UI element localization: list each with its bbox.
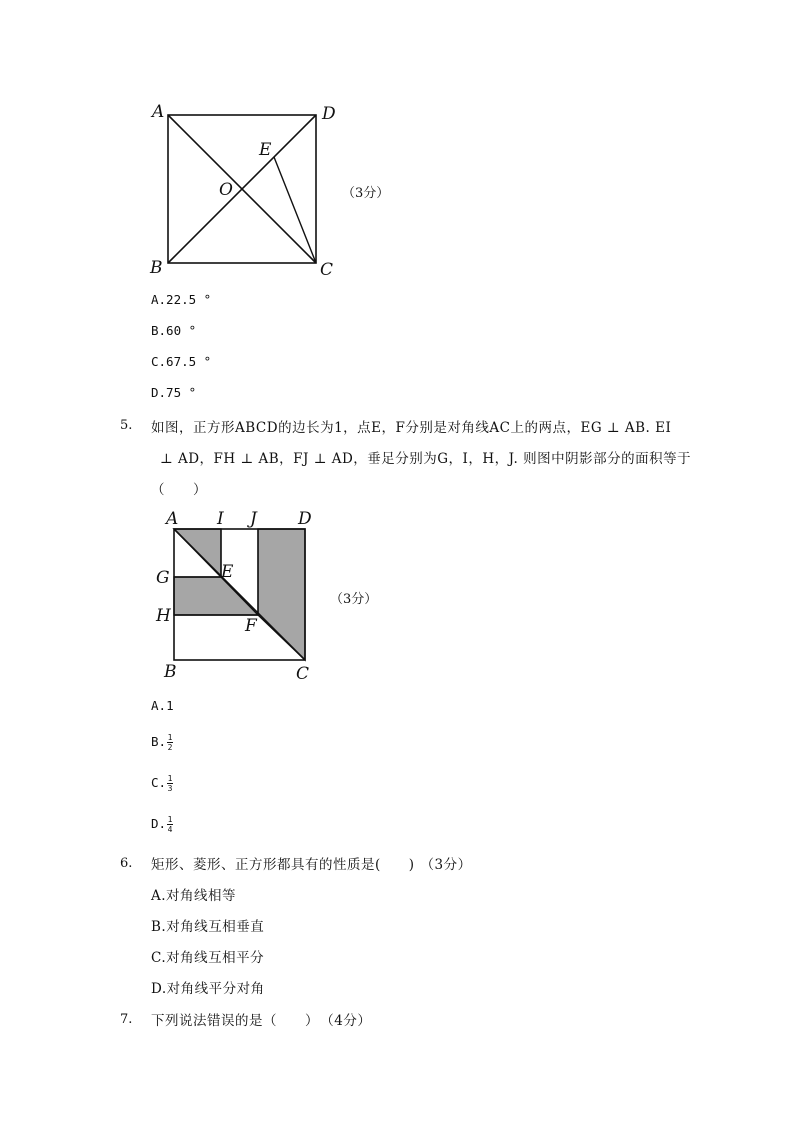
q7-text <box>151 1009 371 1029</box>
q5-option-d-denominator: 4 <box>167 825 173 834</box>
q4-option-d[interactable]: D.75 ° <box>151 385 197 400</box>
q6-number: 6. <box>120 856 133 871</box>
label-f: F <box>245 616 257 636</box>
label-e: E <box>259 140 272 160</box>
q5-option-a-value: 1 <box>166 698 174 713</box>
label-j: J <box>250 509 257 529</box>
label-d: D <box>298 509 312 529</box>
q5-option-b-fraction <box>167 733 173 752</box>
label-o: O <box>219 180 233 200</box>
label-c: C <box>296 664 310 684</box>
q5-option-b-prefix: B. <box>151 734 167 749</box>
label-i: I <box>217 509 224 529</box>
q5-option-d-prefix: D. <box>151 816 167 831</box>
label-e: E <box>221 562 234 582</box>
q5-option-c-prefix: C. <box>151 775 167 790</box>
shaded-triangle-left <box>174 577 258 615</box>
q5-number: 5. <box>120 418 133 433</box>
label-b: B <box>164 662 177 682</box>
q5-option-b-denominator: 2 <box>167 743 173 752</box>
q4-score: （3分） <box>342 186 390 201</box>
q5-option-c-numerator: 1 <box>167 774 173 783</box>
label-b: B <box>150 258 163 278</box>
q4-square-figure <box>140 95 350 285</box>
q5-text-line2: ⊥ AD，FH ⊥ AB，FJ ⊥ AD，垂足分别为G，I，H，J. 则图中阴影部分的面积等于 <box>160 451 692 467</box>
q5-square-figure <box>150 505 325 690</box>
q6-score: （3分） <box>420 857 472 873</box>
q6-question: 矩形、菱形、正方形都具有的性质是( ) <box>151 857 415 873</box>
q5-option-a[interactable] <box>151 698 174 713</box>
segment-ec <box>274 157 316 263</box>
q7-score: （4分） <box>327 1013 372 1029</box>
q5-text-line1: 如图，正方形ABCD的边长为1，点E，F分别是对角线AC上的两点，EG ⊥ AB. EI <box>151 420 672 436</box>
label-h: H <box>156 606 171 626</box>
q5-option-d-fraction <box>167 815 173 834</box>
q5-option-b[interactable] <box>151 733 173 752</box>
label-d: D <box>322 104 336 124</box>
q5-text-line3: （ ） <box>151 482 207 498</box>
q5-option-c[interactable] <box>151 774 173 793</box>
q5-option-c-fraction <box>167 774 173 793</box>
q7-number: 7. <box>120 1012 133 1027</box>
q4-option-b[interactable]: B.60 ° <box>151 323 197 338</box>
q4-option-c[interactable]: C.67.5 ° <box>151 354 212 369</box>
q5-option-b-numerator: 1 <box>167 733 173 742</box>
label-g: G <box>156 568 170 588</box>
q4-option-a[interactable]: A.22.5 ° <box>151 292 212 307</box>
q5-option-d[interactable] <box>151 815 173 834</box>
label-a: A <box>166 509 179 529</box>
label-a: A <box>152 102 165 122</box>
q7-question: 下列说法错误的是（ ） <box>151 1013 319 1029</box>
q5-option-a-prefix: A. <box>151 698 167 713</box>
q5-score: （3分） <box>330 592 378 607</box>
label-c: C <box>320 260 334 280</box>
q6-option-a[interactable]: A.对角线相等 <box>151 888 237 904</box>
q6-option-b[interactable]: B.对角线互相垂直 <box>151 919 265 935</box>
q6-text <box>151 853 472 873</box>
q5-option-c-denominator: 3 <box>167 784 173 793</box>
q5-option-d-numerator: 1 <box>167 815 173 824</box>
shaded-trapezoid-right <box>258 529 305 660</box>
q6-option-c[interactable]: C.对角线互相平分 <box>151 950 265 966</box>
q6-option-d[interactable]: D.对角线平分对角 <box>151 981 265 997</box>
